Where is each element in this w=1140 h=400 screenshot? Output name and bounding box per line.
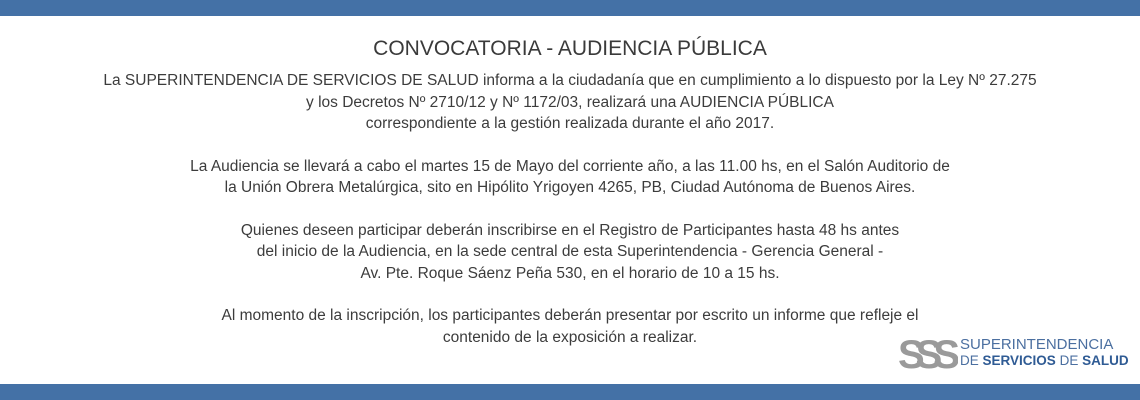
logo-word-bold: SERVICIOS	[982, 353, 1056, 368]
paragraph-line: del inicio de la Audiencia, en la sede central de esta Superintendencia - Gerencia General -	[256, 243, 884, 260]
paragraph-line: Al momento de la inscripción, los participantes deberán presentar por escrito un informe que refleje el	[221, 307, 919, 324]
paragraph-line: la Unión Obrera Metalúrgica, sito en Hipólito Yrigoyen 4265, PB, Ciudad Autónoma de Buenos Aires.	[224, 179, 916, 196]
top-banner-bar	[0, 0, 1140, 16]
logo-word-bold: SALUD	[1082, 353, 1129, 368]
paragraph-registration	[0, 220, 1140, 285]
logo-wordmark	[960, 337, 1129, 369]
announcement-content	[0, 34, 1140, 369]
logo-line-1: SUPERINTENDENCIA	[960, 336, 1114, 353]
logo-word: DE	[960, 353, 979, 368]
paragraph-line: contenido de la exposición a realizar.	[442, 328, 698, 346]
logo-mark-text: SSS	[898, 336, 952, 372]
paragraph-intro	[0, 70, 1140, 135]
paragraph-line: y los Decretos Nº 2710/12 y Nº 1172/03, realizará una AUDIENCIA PÚBLICA	[306, 93, 834, 111]
bottom-banner-bar	[0, 384, 1140, 400]
paragraph-date-location	[0, 156, 1140, 199]
paragraph-line: La Audiencia se llevará a cabo el martes 15 de Mayo del corriente año, a las 11.00 hs, en el Salón Auditorio de	[190, 157, 950, 175]
logo-word: DE	[1059, 353, 1079, 368]
logo-line-2	[960, 353, 1129, 369]
sss-logo-mark-icon	[898, 336, 958, 372]
paragraph-line: Av. Pte. Roque Sáenz Peña 530, en el horario de 10 a 15 hs.	[360, 264, 780, 282]
announcement-title: CONVOCATORIA - AUDIENCIA PÚBLICA	[373, 37, 767, 60]
sss-logo	[898, 336, 1129, 372]
paragraph-line: correspondiente a la gestión realizada durante el año 2017.	[365, 115, 775, 132]
paragraph-line: La SUPERINTENDENCIA DE SERVICIOS DE SALUD informa a la ciudadanía que en cumplimiento a lo dispuesto por la Ley Nº 27.275	[103, 72, 1037, 89]
paragraph-line: Quienes deseen participar deberán inscribirse en el Registro de Participantes hasta 48 hs antes	[240, 221, 900, 239]
